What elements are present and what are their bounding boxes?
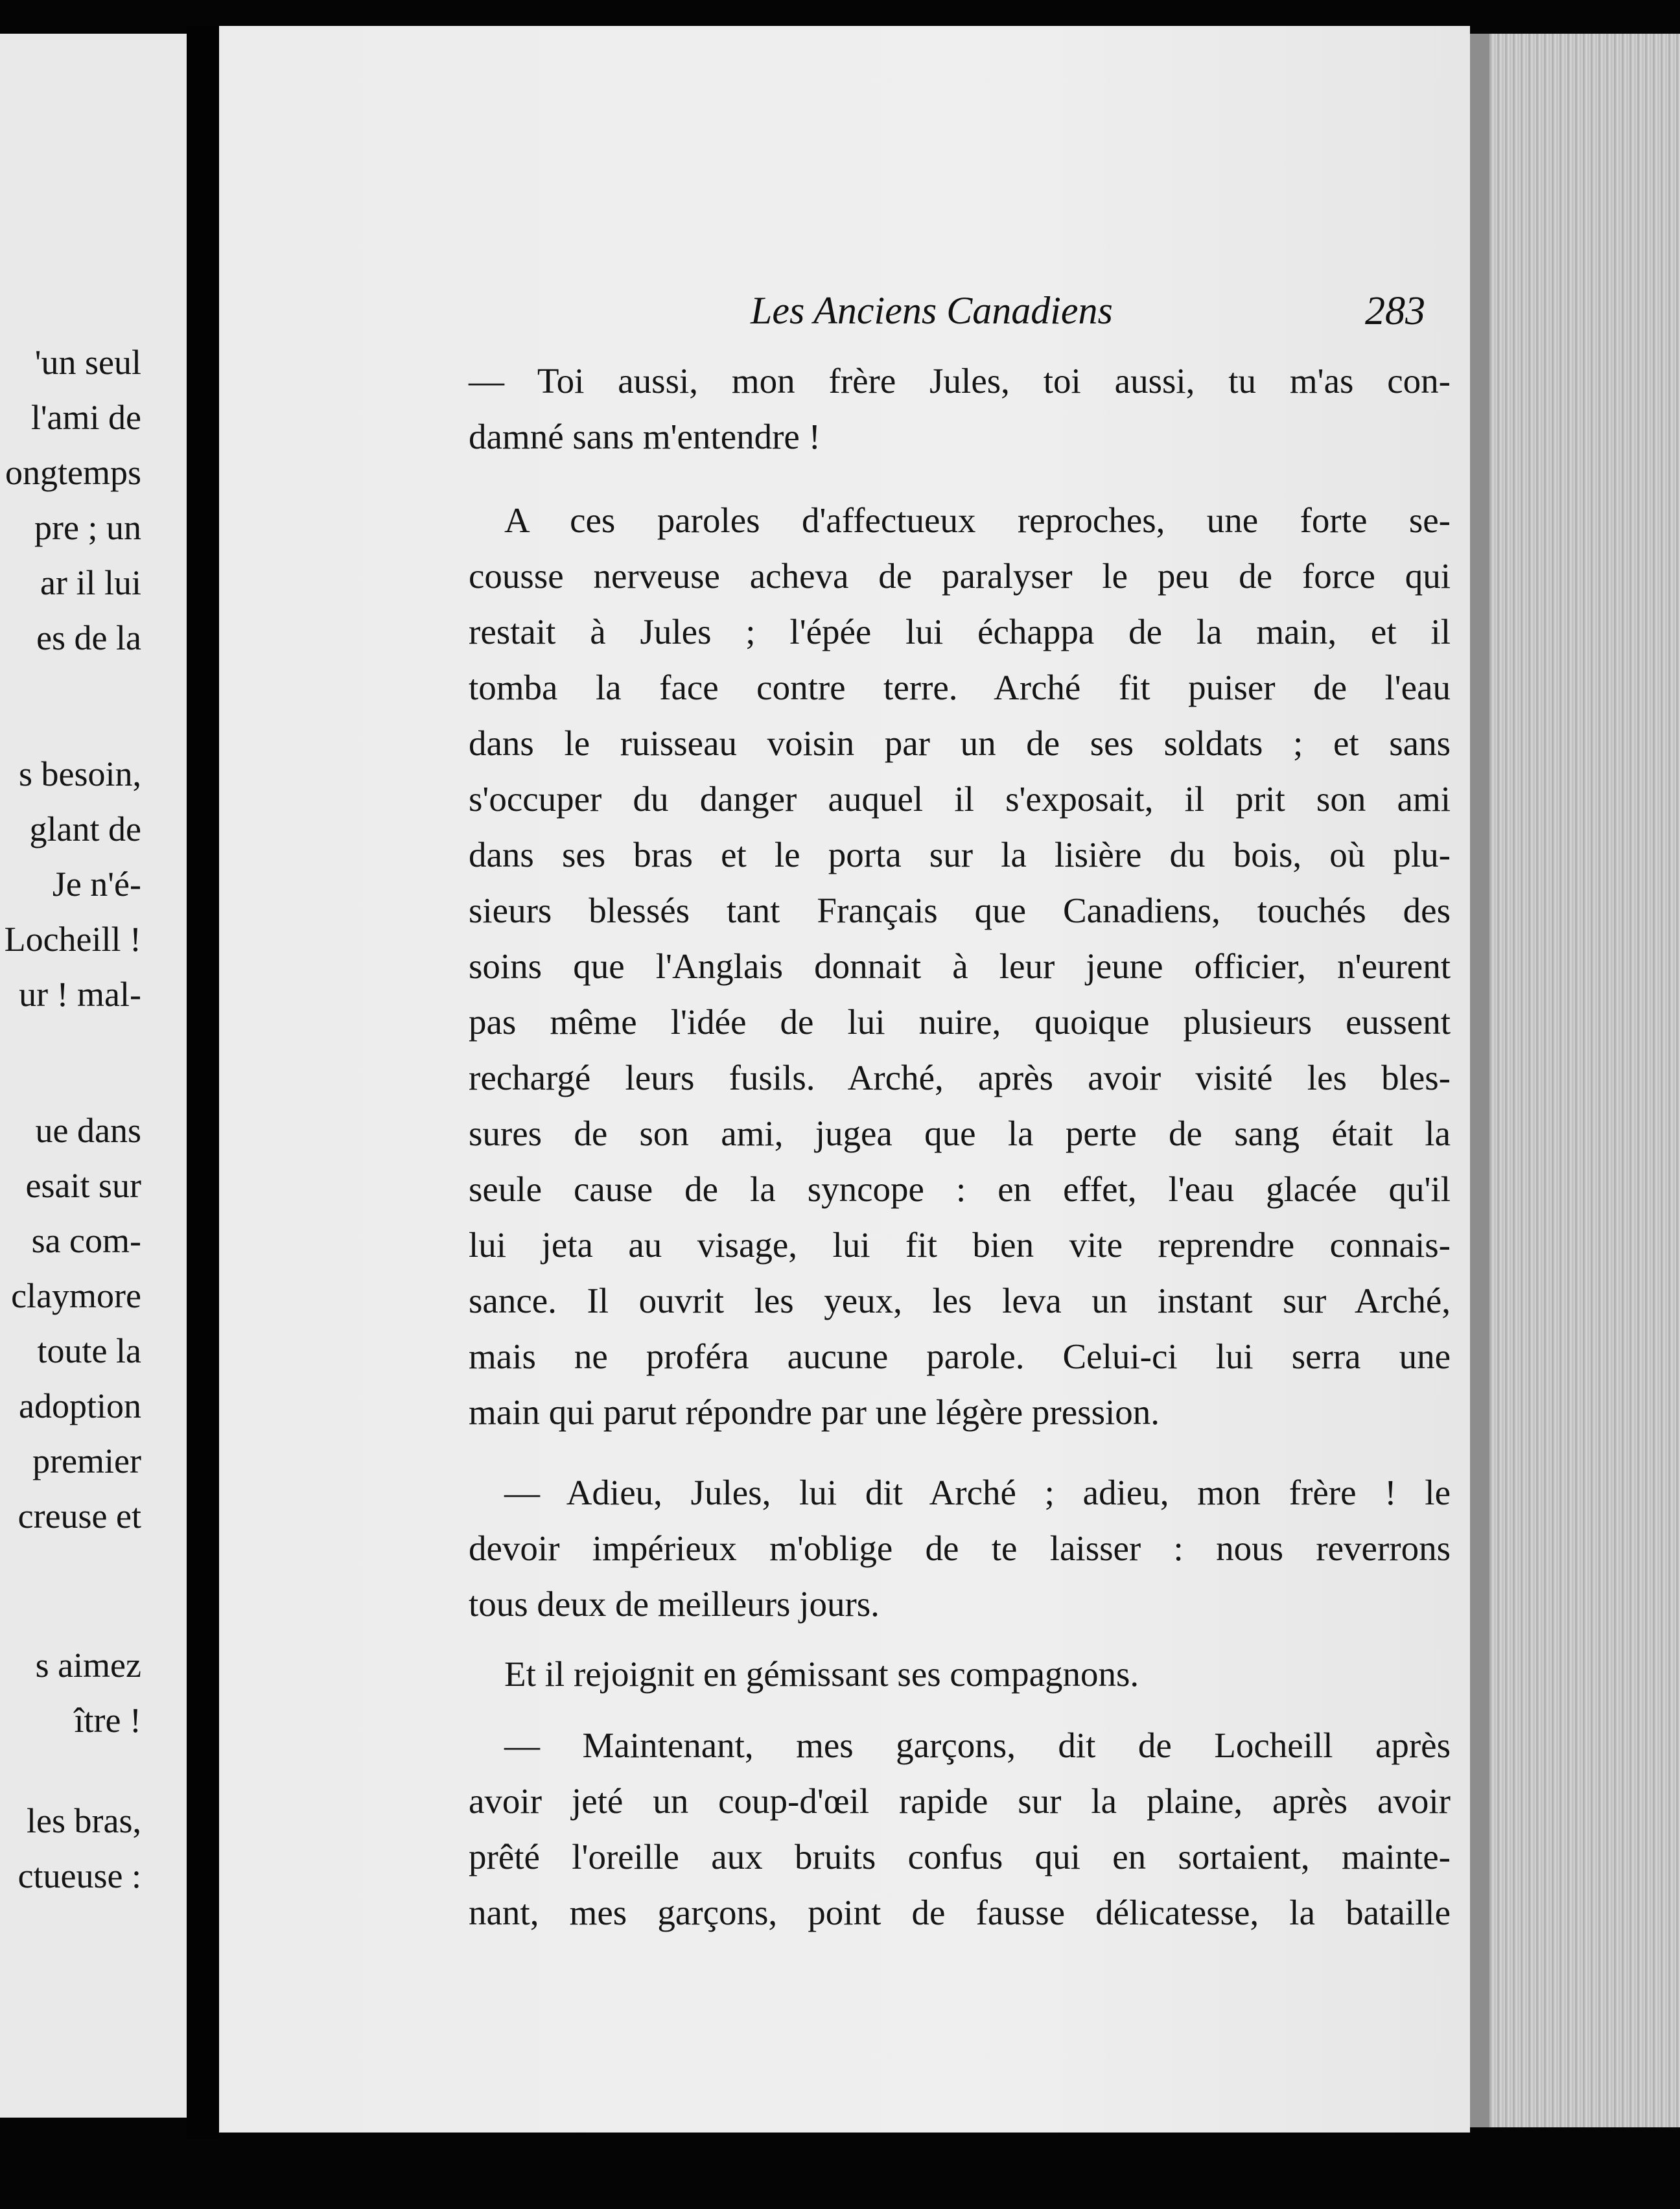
text-line: — Adieu, Jules, lui dit Arché ; adieu, mon frère ! le — [504, 1473, 1451, 1512]
text-line: sance. Il ouvrit les yeux, les leva un instant sur Arché, — [469, 1281, 1451, 1320]
text-line: Et il rejoignit en gémissant ses compagnons. — [504, 1654, 1139, 1694]
book-gutter — [187, 26, 219, 2139]
text-line: tomba la face contre terre. Arché fit puiser de l'eau — [469, 668, 1451, 707]
left-page-line: ître ! — [74, 1701, 141, 1740]
text-line: avoir jeté un coup-d'œil rapide sur la plaine, après avoir — [469, 1781, 1451, 1821]
left-page-line: ur ! mal- — [19, 975, 141, 1014]
text-line: cousse nerveuse acheva de paralyser le peu de force qui — [469, 556, 1451, 596]
text-line: mais ne proféra aucune parole. Celui-ci lui serra une — [469, 1337, 1451, 1376]
text-line: prêté l'oreille aux bruits confus qui en sortaient, mainte- — [469, 1837, 1451, 1876]
text-line: soins que l'Anglais donnait à leur jeune officier, n'eurent — [469, 946, 1451, 986]
left-page-line: ar il lui — [40, 563, 141, 602]
text-line: restait à Jules ; l'épée lui échappa de la main, et il — [469, 612, 1451, 651]
left-page-line: s aimez — [35, 1646, 141, 1685]
text-line: — Toi aussi, mon frère Jules, toi aussi, tu m'as con- — [469, 361, 1451, 401]
left-page-line: s besoin, — [19, 754, 141, 793]
text-line: sures de son ami, jugea que la perte de sang était la — [469, 1114, 1451, 1153]
left-page-line: adoption — [19, 1386, 141, 1425]
text-line: tous deux de meilleurs jours. — [469, 1584, 880, 1624]
previous-page — [0, 34, 187, 2118]
left-page-line: ongtemps — [5, 453, 141, 492]
left-page-line: claymore — [11, 1276, 141, 1315]
text-line: — Maintenant, mes garçons, dit de Locheill après — [504, 1725, 1451, 1765]
left-page-line: Je n'é- — [52, 865, 141, 904]
left-page-line: les bras, — [27, 1801, 141, 1840]
text-line: damné sans m'entendre ! — [469, 417, 821, 456]
left-page-line: l'ami de — [30, 398, 141, 437]
left-page-line: sa com- — [31, 1221, 141, 1260]
left-page-line: 'un seul — [34, 343, 141, 382]
page-text — [469, 26, 1451, 2133]
left-page-line: es de la — [36, 618, 141, 657]
page-edges — [1470, 34, 1680, 2127]
left-page-line: ue dans — [35, 1111, 141, 1150]
page-number: 283 — [1365, 289, 1425, 333]
text-line: dans le ruisseau voisin par un de ses soldats ; et sans — [469, 723, 1451, 763]
left-page-line: toute la — [37, 1331, 141, 1370]
book-page — [219, 26, 1470, 2133]
text-line: lui jeta au visage, lui fit bien vite reprendre connais- — [469, 1225, 1451, 1265]
text-line: main qui parut répondre par une légère pression. — [469, 1392, 1160, 1432]
text-line: nant, mes garçons, point de fausse délicatesse, la bataille — [469, 1893, 1451, 1932]
running-head: Les Anciens Canadiens — [751, 289, 1113, 332]
left-page-line: pre ; un — [34, 508, 141, 547]
text-line: seule cause de la syncope : en effet, l'eau glacée qu'il — [469, 1169, 1451, 1209]
text-line: s'occuper du danger auquel il s'exposait, il prit son ami — [469, 779, 1451, 819]
left-page-line: premier — [32, 1442, 141, 1480]
text-line: rechargé leurs fusils. Arché, après avoir visité les bles- — [469, 1058, 1451, 1097]
left-page-line: Locheill ! — [4, 920, 141, 959]
text-line: pas même l'idée de lui nuire, quoique plusieurs eussent — [469, 1002, 1451, 1042]
text-line: A ces paroles d'affectueux reproches, une forte se- — [504, 500, 1451, 540]
left-page-line: ctueuse : — [18, 1856, 141, 1895]
left-page-line: glant de — [29, 810, 141, 848]
text-line: dans ses bras et le porta sur la lisière du bois, où plu- — [469, 835, 1451, 874]
left-page-line: creuse et — [18, 1497, 141, 1536]
left-page-line: esait sur — [25, 1166, 141, 1205]
text-line: sieurs blessés tant Français que Canadiens, touchés des — [469, 891, 1451, 930]
text-line: devoir impérieux m'oblige de te laisser : nous reverrons — [469, 1528, 1451, 1568]
